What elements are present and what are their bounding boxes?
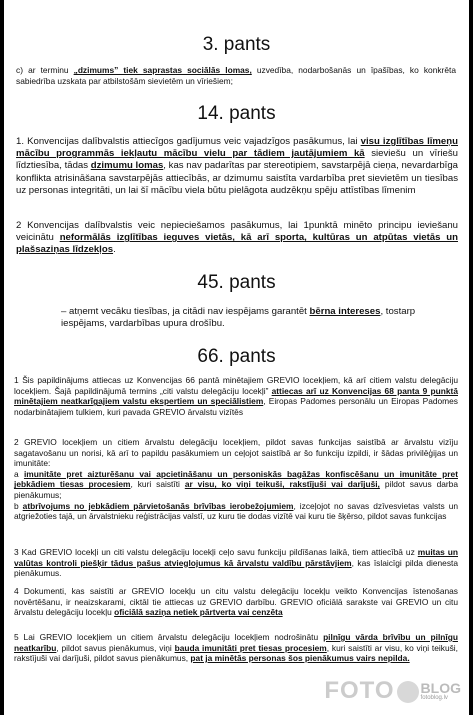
text: uzvedība, nodarbošanās un īpašības, ko konkrēta sabiedrība uzskata par atbilstošām sievietēm un vīriešiem; <box>16 65 456 86</box>
text: c) ar terminu <box>16 65 74 75</box>
text: a <box>14 468 24 479</box>
text: , tostarp iespējams, vardarbības upura drošību. <box>61 306 416 330</box>
highlight-text: oficiālā saziņa netiek pārtverta vai cenzēta <box>114 607 283 618</box>
text: 2 Konvencijas dalībvalstis veic nepieciešamos pasākumus, lai 1punktā minēto principu ieviešanu veicinātu <box>16 220 458 244</box>
highlight-text: pat ja minētās personas šos pienākumus vairs nepilda. <box>190 653 410 664</box>
fotoblog-watermark <box>324 677 461 705</box>
text: , izceļojot no savas dzīvesvietas valsts un atgriežoties tajā, un ārvalstnieku reģistrācijas valstī, uz kuru tie dodas vizītē vai kuru tie šķērso, pildot savas funkcijas <box>14 500 459 522</box>
logo-site-text: fotoblog.lv <box>420 695 448 701</box>
section-14-paragraph-2 <box>16 220 458 257</box>
highlight-text: pilnīgu vārda brīvību un pilnīgu neatkarību <box>14 632 458 653</box>
section-heading-45: 45. pants <box>197 272 276 293</box>
text: pildot savus darba pienākumus; <box>14 479 458 500</box>
text: , kuri saistīti <box>130 479 185 490</box>
text: , kuri saistīti ar visu, ko viņi teikuši, rakstījuši vai darījuši, pildot savus pienākumus, <box>14 642 458 664</box>
text: , kas īslaicīgi pilda dienesta pienākumus. <box>14 557 458 579</box>
highlight-text: visu izglītības līmeņu mācību programmās iekļautu mācību vielu par tādiem jautājumiem kā <box>16 136 458 160</box>
highlight-text: attiecas arī uz Konvencijas 68 panta 9 punktā minētajiem neatkarīgajiem valstu ekspertiem un speciālistiem <box>14 385 458 407</box>
text: – atņemt vecāku tiesības, ja citādi nav iespējams garantēt <box>61 306 310 317</box>
highlight-text: bērna intereses <box>309 306 381 317</box>
highlight-text: ar visu, ko viņi teikuši, rakstījuši vai darījuši, <box>184 479 380 490</box>
section-66-paragraph-4 <box>14 586 458 618</box>
text: 2 GREVIO locekļiem un citiem ārvalstu delegāciju locekļiem, pildot savas funkcijas saistībā ar ārvalstu vizīju sagatavošanu un norisi, kā arī to papildu pasākumiem un ceļojot saistībā ar šo funkciju izpildi, ir šādas privilēģijas un imunitāte: <box>14 437 458 469</box>
text: 1 Šis papildinājums attiecas uz Konvencijas 66 pantā minētajiem GREVIO locekļiem, kā arī citiem valstu delegāciju locekļiem. Šajā papildinājumā termins „citi valstu delegāciju locekļi” <box>14 375 458 396</box>
text: 4 Dokumenti, kas saistīti ar GREVIO locekļu un citu valstu delegāciju locekļu veikto Konvencijas īstenošanas novērtēšanu, ir neaizskarami, ciktāl tie attiecas uz GREVIO darbību. GREVIO oficiālā sarakste vai GREVIO un citu ārvalstu delegāciju locekļu <box>14 586 458 618</box>
section-heading-3: 3. pants <box>202 34 271 55</box>
text: 5 Lai GREVIO locekļiem un citiem ārvalstu delegāciju locekļiem nodrošinātu <box>14 632 324 642</box>
section-66-paragraph-2 <box>14 437 458 522</box>
text: b <box>14 500 23 511</box>
section-3-paragraph <box>16 65 456 86</box>
highlight-text: „dzimums” tiek saprastas sociālās lomas, <box>73 65 252 75</box>
section-45-paragraph <box>61 306 416 330</box>
section-66-paragraph-1 <box>14 375 458 417</box>
logo-text: FOTO <box>324 677 395 704</box>
text: , Eiropas Padomes personālu un Eiropas Padomes nodarbinātajiem tulkiem, kuri pavada GREVIO ārvalstu vizītēs <box>14 396 458 417</box>
text: , kas nav padarītas par stereotipiem, savstarpējā cieņa, nevardarbīga konflikta atrisināšana savstarpējās attiecībās, ar dzimumu saistīta vardarbība pret sievietēm un tiesības uz personas integritāti, un lai šī mācību viela būtu pielāgota audzēkņu spēju attīstības līmenim <box>16 160 458 196</box>
text: 3 Kad GREVIO locekļi un citi valstu delegāciju locekļi ceļo savu funkciju pildīšanas laikā, tiem attiecībā uz <box>14 547 418 557</box>
highlight-text: imunitāte pret aizturēšanu vai apcietināšanu un personiskās bagāžas konfiscēšanu un imunitāte pret jebkādiem tiesas procesiem <box>14 468 458 490</box>
highlight-text: neformālās izglītības ieguves vietās, kā arī sporta, kultūras un atpūtas vietās un plašsaziņas līdzekļos <box>16 232 458 256</box>
logo-side <box>421 681 461 701</box>
highlight-text: dzimumu lomas <box>90 160 164 172</box>
text: . <box>113 244 116 256</box>
text: , pildot savus pienākumus, viņi <box>56 642 175 653</box>
document-page <box>4 0 469 715</box>
highlight-text: muitas un valūtas kontroli piešķir tādus pašus atvieglojumus kā ārvalstu valdību pārstāvjiem <box>14 547 458 568</box>
highlight-text: atbrīvojums no jebkādiem pārvietošanās brīvības ierobežojumiem <box>22 500 294 511</box>
camera-lens-icon <box>397 681 419 703</box>
section-heading-66: 66. pants <box>197 346 276 367</box>
logo-blog-text: BLOG <box>420 680 461 696</box>
section-14-paragraph-1 <box>16 136 458 197</box>
highlight-text: bauda imunitāti pret tiesas procesiem <box>174 642 327 653</box>
section-66-paragraph-5 <box>14 632 458 664</box>
text: 1. Konvencijas dalībvalstis attiecīgos gadījumus veic vajadzīgos pasākumus, lai <box>16 136 361 147</box>
section-heading-14: 14. pants <box>197 103 276 124</box>
text: sieviešu un vīriešu līdztiesība, tādas <box>16 148 458 172</box>
section-66-paragraph-3 <box>14 547 458 579</box>
